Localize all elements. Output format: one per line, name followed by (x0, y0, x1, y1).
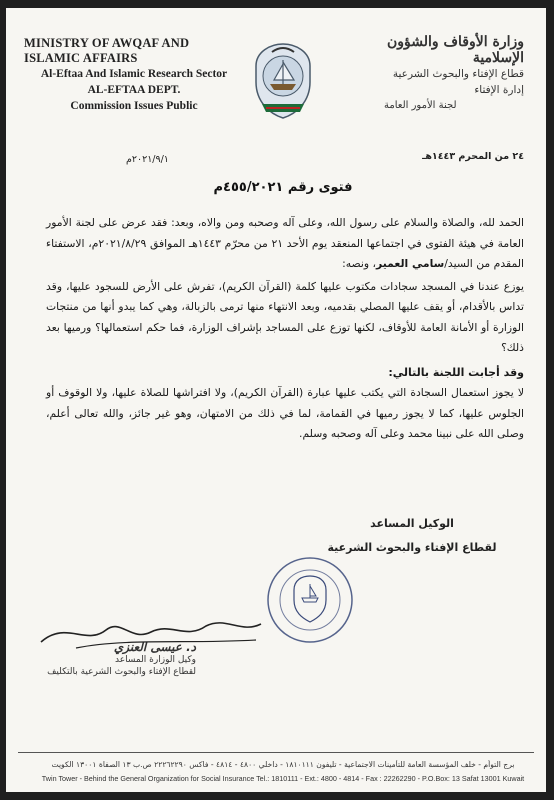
fatwa-body (46, 213, 524, 445)
ministry-name-ar: وزارة الأوقاف والشؤون الإسلامية (386, 34, 524, 66)
footer-address-ar: برج التوأم - خلف المؤسسة العامة للتأمينات الاجتماعية - تليفون ١٨١٠١١١ - داخلي ٤٨٠٠ - ٤٨١٤ - فاكس ٢٢٢٦٢٢٩٠ ص.ب ١٣ الصفاة ١٣٠٠١ الكويت (51, 760, 515, 769)
signature-block-right (312, 512, 512, 560)
sector-name-ar: قطاع الإفتاء والبحوث الشرعية (392, 68, 524, 80)
intro-text: الحمد لله، والصلاة والسلام على رسول الله، وعلى آله وصحبه ومن والاه، وبعد: فقد عرض على لجنة الأمور العامة في هيئة الفتوى في اجتماعها المنعقد يوم الأحد ٢١ من محرّم ١٤٤٣هـ الموافق ٢٠٢١/٨/٢٩م، الاستفتاء المقدم من السيد/ (46, 216, 524, 270)
header-arabic (334, 34, 524, 114)
intro-end: ، ونصه: (342, 257, 377, 270)
intro-paragraph (46, 213, 524, 275)
asker-name: سامي العمير (376, 257, 445, 270)
fatwa-title: فتوى رقم ٤٥٥/٢٠٢١م (213, 180, 353, 195)
footer-divider (18, 752, 534, 753)
footer-address-en: Twin Tower - Behind the General Organization for Social Insurance Tel.: 1810111 - Ext.: 4800 - 4814 - Fax : 22262290 - P.O.Box: 13 Safat 13001 Kuwait (41, 774, 525, 783)
question-paragraph: يوزع عندنا في المسجد سجادات مكتوب عليها كلمة (القرآن الكريم)، تفرش على الأرض للسجود عليها، وقد تداس بالأقدام، أو يقف عليها المصلي بقدميه، وبعد الانتهاء منها ترمى بالزبالة، وهي كما يبدو أنها من منتجات الوزارة أو الأمانة العامة للأوقاف، لكنها توزع على المساجد بإشراف الوزارة، فما حكم استعمالها؟ ورميها بعد ذلك؟ (46, 279, 524, 354)
signatory-name: د. عيسى العنزي (113, 640, 196, 654)
sector-name-en: Al-Eftaa And Islamic Research Sector (40, 68, 228, 80)
header-english (24, 36, 244, 114)
ministry-name-en: MINISTRY OF AWQAF AND ISLAMIC AFFAIRS (24, 36, 190, 65)
commission-name-en: Commission Issues Public (70, 100, 198, 112)
signatory-title: الوكيل المساعد (370, 517, 454, 530)
signatory-position: وكيل الوزارة المساعد (115, 655, 196, 665)
signatory-sector-left: لقطاع الإفتاء والبحوث الشرعية بالتكليف (47, 667, 196, 677)
dept-name-en: AL-EFTAA DEPT. (87, 84, 181, 96)
answer-paragraph: لا يجوز استعمال السجادة التي يكتب عليها عبارة (القرآن الكريم)، ولا افتراشها للصلاة عليها، ولا الوقوف أو الجلوس عليها، كما لا يجوز رميها في القمامة، لما في ذلك من الامتهان، وهو غير جائز، والله تعالى أعلم، وصلى الله على نبينا محمد وعلى آله وصحبه وسلم. (46, 386, 524, 440)
document-page (6, 8, 546, 792)
handwritten-signature-icon (36, 612, 266, 652)
signature-block-left (16, 618, 256, 678)
signatory-sector: لقطاع الإفتاء والبحوث الشرعية (327, 541, 497, 554)
answer-heading: وقد أجابت اللجنة بالتالي: (388, 365, 524, 379)
commission-name-ar: لجنة الأمور العامة (384, 100, 457, 111)
date-hijri: ٢٤ من المحرم ١٤٤٣هـ (422, 151, 524, 162)
date-gregorian: ٢٠٢١/٩/١م (126, 154, 169, 165)
dept-name-ar: إدارة الإفتاء (474, 84, 524, 96)
official-stamp-icon (264, 554, 356, 646)
kuwait-emblem-icon (252, 42, 314, 120)
